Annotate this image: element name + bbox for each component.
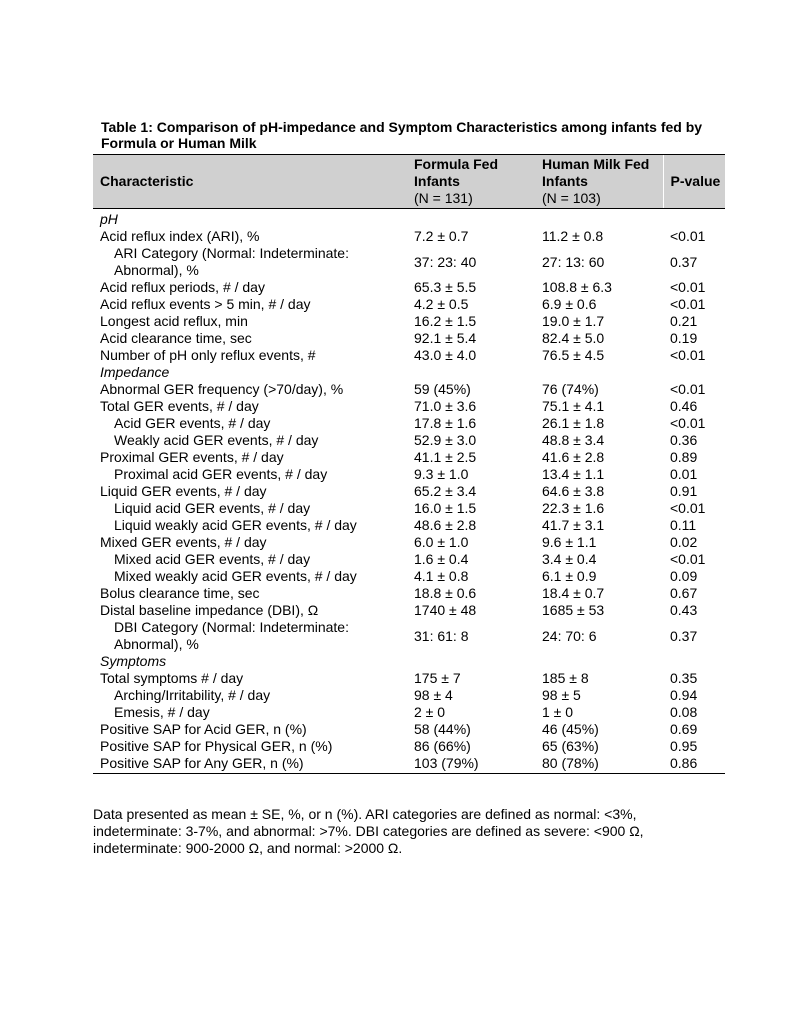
table-row: Acid reflux periods, # / day 65.3 ± 5.5 108.8 ± 6.3 <0.01 <box>100 279 706 295</box>
header-human-milk: Human Milk Fed Infants (N = 103) <box>535 155 663 209</box>
table-row: ARI Category (Normal: Indeterminate: Abnormal), % 37: 23: 40 27: 13: 60 0.37 <box>114 245 698 278</box>
table-row: Arching/Irritability, # / day 98 ± 4 98 ± 5 0.94 <box>114 687 698 703</box>
table-row: Positive SAP for Any GER, n (%) 103 (79%) 80 (78%) 0.86 <box>93 755 725 774</box>
table-row: Abnormal GER frequency (>70/day), % 59 (45%) 76 (74%) <0.01 <box>100 381 706 397</box>
table-row: Liquid weakly acid GER events, # / day 48.6 ± 2.8 41.7 ± 3.1 0.11 <box>114 517 697 533</box>
table-row: Distal baseline impedance (DBI), Ω 1740 ± 48 1685 ± 53 0.43 <box>100 602 698 618</box>
table-row: Longest acid reflux, min 16.2 ± 1.5 19.0 ± 1.7 0.21 <box>100 313 698 329</box>
section-row-symptoms: Symptoms <box>100 653 167 669</box>
table-row: Mixed GER events, # / day 6.0 ± 1.0 9.6 ± 1.1 0.02 <box>100 534 698 550</box>
table-row: Mixed weakly acid GER events, # / day 4.1 ± 0.8 6.1 ± 0.9 0.09 <box>114 568 698 584</box>
table-row: Positive SAP for Physical GER, n (%) 86 (66%) 65 (63%) 0.95 <box>100 738 698 754</box>
header-formula: Formula Fed Infants (N = 131) <box>407 155 535 209</box>
table-row: Weakly acid GER events, # / day 52.9 ± 3.0 48.8 ± 3.4 0.36 <box>114 432 698 448</box>
table-header-row <box>93 155 725 209</box>
section-row-ph: pH <box>100 211 118 227</box>
table-row: Proximal GER events, # / day 41.1 ± 2.5 41.6 ± 2.8 0.89 <box>100 449 698 465</box>
header-characteristic: Characteristic <box>93 155 407 209</box>
header-formula-n: (N = 131) <box>414 190 473 206</box>
table-row: Liquid acid GER events, # / day 16.0 ± 1.5 22.3 ± 1.6 <0.01 <box>114 500 706 516</box>
header-human-milk-n: (N = 103) <box>542 190 601 206</box>
table-row: Mixed acid GER events, # / day 1.6 ± 0.4 3.4 ± 0.4 <0.01 <box>114 551 706 567</box>
table-row: Acid clearance time, sec 92.1 ± 5.4 82.4 ± 5.0 0.19 <box>100 330 698 346</box>
table-row: Acid reflux index (ARI), % 7.2 ± 0.7 11.2 ± 0.8 <0.01 <box>100 228 706 244</box>
table-row: DBI Category (Normal: Indeterminate: Abnormal), % 31: 61: 8 24: 70: 6 0.37 <box>114 619 698 652</box>
table-row: Acid GER events, # / day 17.8 ± 1.6 26.1 ± 1.8 <0.01 <box>114 415 706 431</box>
table-row: Total symptoms # / day 175 ± 7 185 ± 8 0.35 <box>100 670 698 686</box>
table-row: Bolus clearance time, sec 18.8 ± 0.6 18.4 ± 0.7 0.67 <box>100 585 698 601</box>
table-caption: Table 1: Comparison of pH-impedance and Symptom Characteristics among infants fed by Formula or Human Milk <box>101 119 703 151</box>
results-table <box>93 154 725 774</box>
header-p-value: P-value <box>663 155 725 209</box>
table-row: Proximal acid GER events, # / day 9.3 ± 1.0 13.4 ± 1.1 0.01 <box>114 466 698 482</box>
table-row: Liquid GER events, # / day 65.2 ± 3.4 64.6 ± 3.8 0.91 <box>100 483 698 499</box>
section-row-impedance: Impedance <box>100 364 170 380</box>
table-row: Emesis, # / day 2 ± 0 1 ± 0 0.08 <box>114 704 698 720</box>
table-row: Acid reflux events > 5 min, # / day 4.2 ± 0.5 6.9 ± 0.6 <0.01 <box>100 296 706 312</box>
table-footnote: Data presented as mean ± SE, %, or n (%). ARI categories are defined as normal: <3%, indeterminate: 3-7%, and abnormal: >7%. DBI categories are defined as severe: <900 Ω, indeterminate: 900-2000 Ω, and normal: >2000 Ω. <box>93 806 644 856</box>
table-row: Total GER events, # / day 71.0 ± 3.6 75.1 ± 4.1 0.46 <box>100 398 698 414</box>
table-row: Number of pH only reflux events, # 43.0 ± 4.0 76.5 ± 4.5 <0.01 <box>100 347 706 363</box>
table-row: Positive SAP for Acid GER, n (%) 58 (44%) 46 (45%) 0.69 <box>100 721 698 737</box>
